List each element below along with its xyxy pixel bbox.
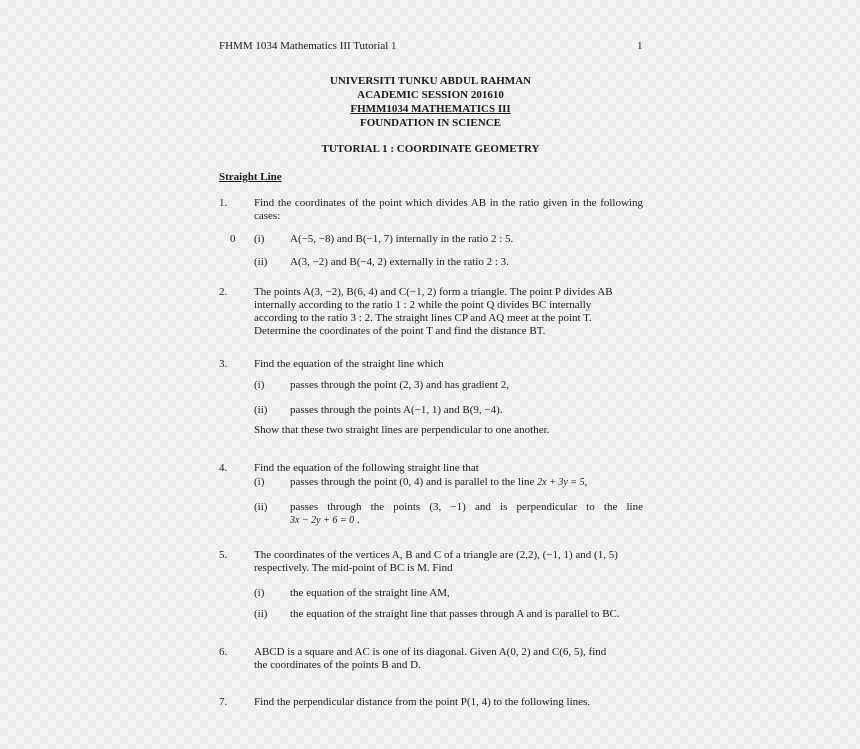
q5-i-text: the equation of the straight line AM, — [290, 587, 450, 599]
university-name: UNIVERSITI TUNKU ABDUL RAHMAN — [329, 75, 532, 87]
q1-ii-text: A(3, −2) and B(−4, 2) externally in the ratio 2 : 3. — [290, 256, 509, 268]
q1-ii-label: (ii) — [254, 256, 268, 268]
q3-show: Show that these two straight lines are perpendicular to one another. — [254, 424, 550, 436]
q4-ii-line2 — [290, 514, 360, 527]
page-number: 1 — [637, 40, 643, 52]
course-title-text: FHMM1034 MATHEMATICS III — [350, 103, 511, 115]
q4-i-equation: 2x + 3y = 5 — [537, 477, 585, 488]
q4-number: 4. — [219, 462, 228, 474]
q1-number: 1. — [219, 197, 228, 209]
q2-line-4: Determine the coordinates of the point T and find the distance BT. — [254, 325, 546, 337]
academic-session: ACADEMIC SESSION 201610 — [357, 89, 504, 101]
tutorial-title: TUTORIAL 1 : COORDINATE GEOMETRY — [321, 143, 540, 155]
q2-line-1: The points A(3, −2), B(6, 4) and C(−1, 2) form a triangle. The point P divides AB — [254, 286, 613, 298]
q1-stray-mark: 0 — [230, 233, 236, 245]
q6-line-1: ABCD is a square and AC is one of its diagonal. Given A(0, 2) and C(6, 5), find — [254, 646, 607, 658]
q3-i-text: passes through the point (2, 3) and has gradient 2, — [290, 379, 510, 391]
course-title — [219, 103, 642, 116]
q6-line-2: the coordinates of the points B and D. — [254, 659, 421, 671]
q2-number: 2. — [219, 286, 228, 298]
q3-text: Find the equation of the straight line which — [254, 358, 444, 370]
q5-ii-text: the equation of the straight line that passes through A and is parallel to BC. — [290, 608, 620, 620]
q4-i-line — [290, 476, 587, 489]
q5-ii-label: (ii) — [254, 608, 268, 620]
q2-line-2: internally according to the ratio 1 : 2 while the point Q divides BC internally — [254, 299, 592, 311]
section-heading: Straight Line — [219, 171, 282, 183]
q4-i-end: , — [584, 476, 588, 488]
q6-number: 6. — [219, 646, 228, 658]
q1-text: Find the coordinates of the point which divides AB in the ratio given in the following cases: — [254, 197, 643, 222]
q1-i-text: A(−5, −8) and B(−1, 7) internally in the ratio 2 : 5. — [290, 233, 514, 245]
q7-number: 7. — [219, 696, 228, 708]
q2-line-3: according to the ratio 3 : 2. The straight lines CP and AQ meet at the point T. — [254, 312, 592, 324]
q1-i-label: (i) — [254, 233, 265, 245]
programme-name: FOUNDATION IN SCIENCE — [360, 117, 501, 129]
q3-ii-text: passes through the points A(−1, 1) and B(9, −4). — [290, 404, 503, 416]
q5-line-2: respectively. The mid-point of BC is M. Find — [254, 562, 453, 574]
q4-text: Find the equation of the following straight line that — [254, 462, 479, 474]
q3-i-label: (i) — [254, 379, 265, 391]
q5-line-1: The coordinates of the vertices A, B and C of a triangle are (2,2), (−1, 1) and (1, 5) — [254, 549, 618, 561]
q4-ii-text: passes through the points (3, −1) and is perpendicular to the line — [290, 501, 643, 513]
q7-text: Find the perpendicular distance from the point P(1, 4) to the following lines. — [254, 696, 591, 708]
q5-number: 5. — [219, 549, 228, 561]
q4-ii-end: . — [356, 514, 360, 526]
q3-number: 3. — [219, 358, 228, 370]
q3-ii-label: (ii) — [254, 404, 268, 416]
q4-i-text: passes through the point (0, 4) and is parallel to the line — [290, 476, 535, 488]
q5-i-label: (i) — [254, 587, 265, 599]
q4-ii-equation: 3x − 2y + 6 = 0 — [290, 515, 355, 526]
q4-i-label: (i) — [254, 476, 265, 488]
running-header: FHMM 1034 Mathematics III Tutorial 1 — [219, 40, 397, 52]
q4-ii-label: (ii) — [254, 501, 268, 513]
